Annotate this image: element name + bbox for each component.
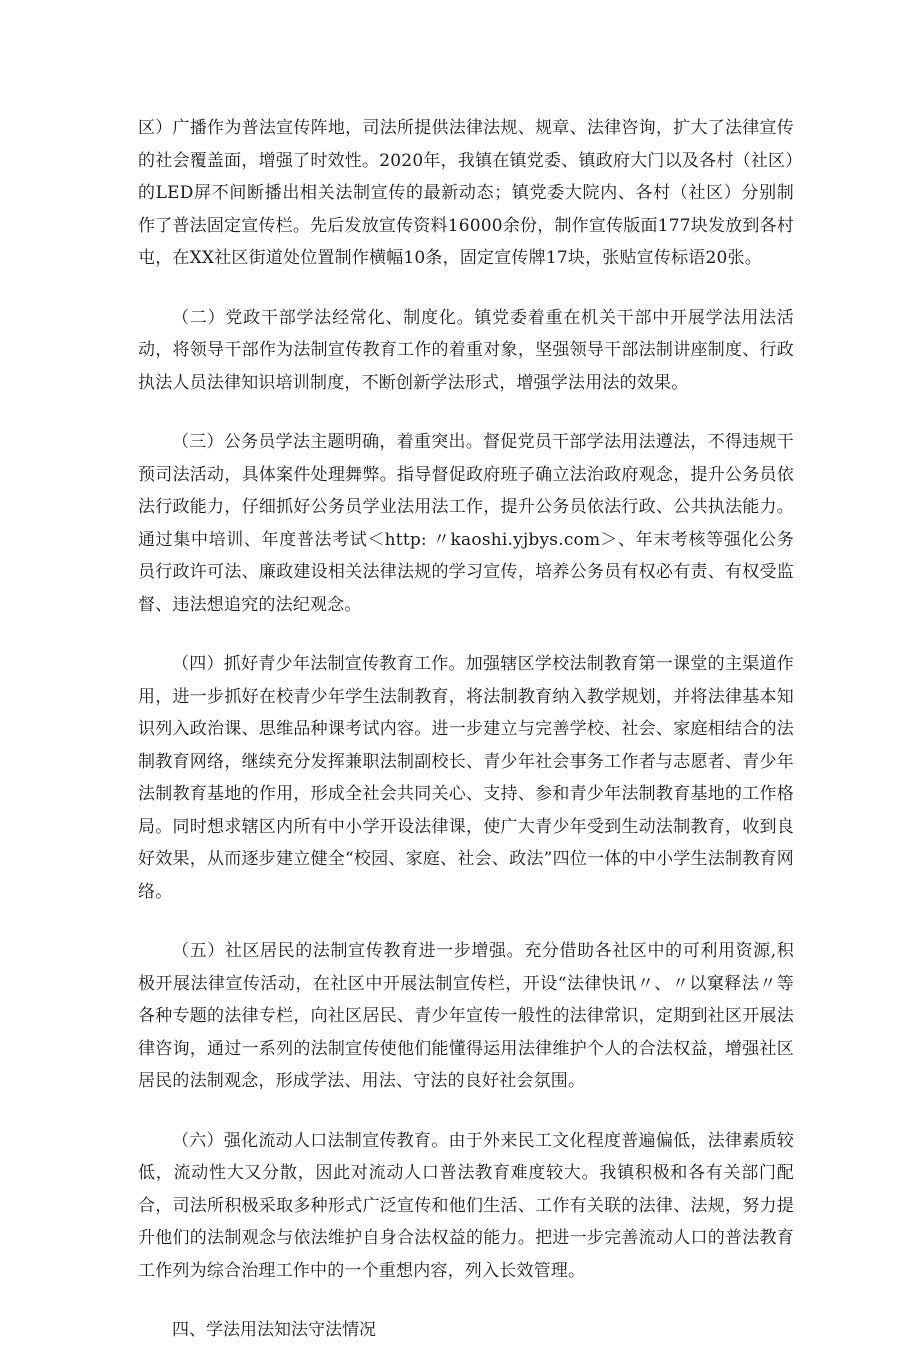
- paragraph-gap: [138, 621, 794, 648]
- paragraph-gap: [138, 275, 794, 302]
- paragraph-6: （六）强化流动人口法制宣传教育。由于外来民工文化程度普遍偏低，法律素质较低，流动性大又分散，因此对流动人口普法教育难度较大。我镇积极和各有关部门配合，司法所积极采取多种形式广泛宣传和他们生活、工作有关联的法律、法规，努力提升他们的法制观念与依法维护自身合法权益的能力。把进一步完善流动人口的普法教育工作列为综合治理工作中的一个重想内容，列入长效管理。: [138, 1130, 794, 1281]
- paragraph-3: （三）公务员学法主题明确，着重突出。督促党员干部学法用法遵法，不得违规干预司法活动，具体案件处理舞弊。指导督促政府班子确立法治政府观念，提升公务员依法行政能力，仔细抓好公务员学业法用法工作，提升公务员依法行政、公共执法能力。通过集中培训、年度普法考试＜http: 〃kaoshi.yjbys.com＞、年末考核等强化公务员行政许可法、廉政建设相关法律法规的学习宣传，培养公务员有权必有责、有权受监督、违法想追究的法纪观念。: [138, 432, 794, 615]
- paragraph-gap: [138, 1098, 794, 1125]
- paragraph-2: （二）党政干部学法经常化、制度化。镇党委着重在机关干部中开展学法用法活动，将领导干部作为法制宣传教育工作的着重对象，坚强领导干部法制讲座制度、行政执法人员法律知识培训制度，不断创新学法形式，增强学法用法的效果。: [138, 307, 794, 393]
- paragraph-gap: [138, 399, 794, 426]
- paragraph-1: 区）广播作为普法宣传阵地，司法所提供法律法规、规章、法律咨询，扩大了法律宣传的社会覆盖面，增强了时效性。2020年，我镇在镇党委、镇政府大门以及各村（社区）的LED屏不间断播出相关法制宣传的最新动态；镇党委大院内、各村（社区）分别制作了普法固定宣传栏。先后发放宣传资料16000余份，制作宣传版面177块发放到各村屯，在XX社区街道处位置制作横幅10条，固定宣传牌17块，张贴宣传标语20张。: [138, 118, 794, 268]
- document-page: [138, 112, 794, 1347]
- paragraph-4: （四）抓好青少年法制宣传教育工作。加强辖区学校法制教育第一课堂的主渠道作用，进一步抓好在校青少年学生法制教育，将法制教育纳入教学规划，并将法律基本知识列入政治课、思维品种课考试内容。进一步建立与完善学校、社会、家庭相结合的法制教育网络，继续充分发挥兼职法制副校长、青少年社会事务工作者与志愿者、青少年法制教育基地的作用，形成全社会共同关心、支持、参和青少年法制教育基地的工作格局。同时想求辖区内所有中小学开设法律课，使广大青少年受到生动法制教育，收到良好效果，从而逐步建立健全“校园、家庭、社会、政法”四位一体的中小学生法制教育网络。: [138, 654, 794, 902]
- paragraph-gap: [138, 908, 794, 935]
- paragraph-5: （五）社区居民的法制宣传教育进一步增强。充分借助各社区中的可利用资源,积极开展法律宣传活动，在社区中开展法制宣传栏，开设“法律快讯〃、〃以窠释法〃等各种专题的法律专栏，向社区居民、青少年宣传一般性的法律常识，定期到社区开展法律咨询，通过一系列的法制宣传使他们能懂得运用法律维护个人的合法权益，增强社区居民的法制观念，形成学法、用法、守法的良好社会氛围。: [138, 941, 794, 1091]
- section-heading: 四、学法用法知法守法情况: [172, 1320, 376, 1340]
